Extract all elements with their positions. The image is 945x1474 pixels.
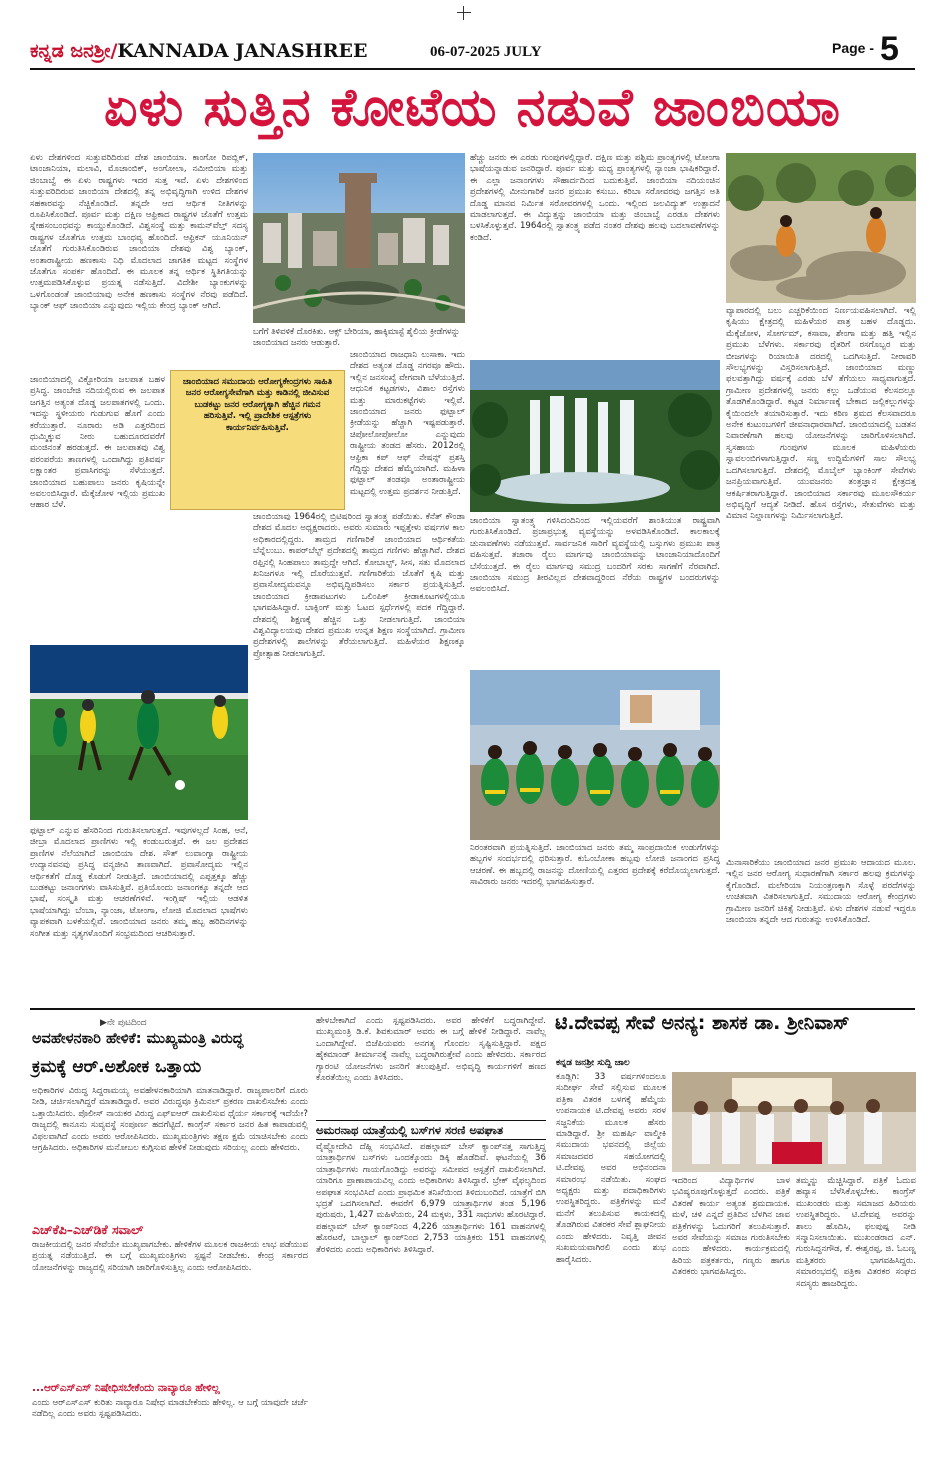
right-story-col-2: ಇದರಿಂದ ವಿದ್ಯಾರ್ಥಿಗಳ ಬಾಳ ಭವಿಷ್ಯರೂಪುಗೊಳ್ಳುತ್ತದೆ ಎಂದರು. ಪತ್ರಿಕೆ ವಿತರಣೆ ಕಾರ್ಯ ಅತ್ಯಂತ ಶ್ರಮದಾಯಕ. ಮಳೆ, ಚಳಿ ಎನ್ನದೆ ಪ್ರತಿದಿನ ಬೆಳಗಿನ ಜಾವ ಪತ್ರಿಕೆಗಳನ್ನು ಓದುಗರಿಗೆ ತಲುಪಿಸುತ್ತಾರೆ. ಅವರ ಸೇವೆಯನ್ನು ಸಮಾಜ ಗುರುತಿಸಬೇಕು ಎಂದು ಹೇಳಿದರು. ಕಾರ್ಯಕ್ರಮದಲ್ಲಿ ಹಿರಿಯ ಪತ್ರಕರ್ತರು, ಗಣ್ಯರು ಹಾಗೂ ವಿತರಕರು ಭಾಗವಹಿಸಿದ್ದರು.: [672, 1176, 790, 1278]
crop-mark: [457, 6, 471, 20]
waterfall-photo-image: [470, 360, 720, 512]
city-photo-image: [253, 153, 465, 323]
event-photo-image: [672, 1072, 916, 1172]
waterfall-photo: [470, 360, 720, 512]
football-photo: [30, 645, 248, 820]
lead-column-4b: ಮಿನಾಸಾರಿಕೆಯು ಜಾಂಬಿಯಾದ ಜನರ ಪ್ರಮುಖ ಆದಾಯದ ಮೂಲ. ಇಲ್ಲಿನ ಜನರ ಆರೋಗ್ಯ ಸುಧಾರಣೆಗಾಗಿ ಸರ್ಕಾರ ಹಲವು ಕ್ರಮಗಳನ್ನು ಕೈಗೊಂಡಿದೆ. ಮಲೇರಿಯಾ ನಿಯಂತ್ರಣಕ್ಕಾಗಿ ಸೊಳ್ಳೆ ಪರದೆಗಳನ್ನು ಉಚಿತವಾಗಿ ವಿತರಿಸಲಾಗುತ್ತಿದೆ. ಸಮುದಾಯ ಆರೋಗ್ಯ ಕೇಂದ್ರಗಳು ಗ್ರಾಮೀಣ ಜನರಿಗೆ ಚಿಕಿತ್ಸೆ ನೀಡುತ್ತಿವೆ. ಏಳು ದೇಶಗಳ ನಡುವೆ ಇದ್ದರೂ ಜಾಂಬಿಯಾ ತನ್ನದೇ ಆದ ಗುರುತನ್ನು ಉಳಿಸಿಕೊಂಡಿದೆ.: [726, 858, 916, 926]
section-divider: [30, 1008, 915, 1010]
page-number: 5: [880, 30, 899, 68]
left-story-headline-1: ಅವಹೇಳನಕಾರಿ ಹೇಳಿಕೆ: ಮುಖ್ಯಮಂತ್ರಿ ವಿರುದ್ಧ: [32, 1031, 244, 1047]
masthead-english: KANNADA JANASHREE: [117, 40, 368, 62]
lead-column-3b: ಜಾಂಬಿಯಾ ಸ್ವಾತಂತ್ರ್ಯ ಗಳಿಸಿದಂದಿನಿಂದ ಇಲ್ಲಿಯವರೆಗೆ ಶಾಂತಿಯುತ ರಾಷ್ಟ್ರವಾಗಿ ಗುರುತಿಸಿಕೊಂಡಿದೆ. ಪ್ರಜಾಪ್ರಭುತ್ವ ವ್ಯವಸ್ಥೆಯನ್ನು ಅಳವಡಿಸಿಕೊಂಡಿದೆ. ಕಾಲಕಾಲಕ್ಕೆ ಚುನಾವಣೆಗಳು ನಡೆಯುತ್ತವೆ. ಸಾರ್ವಜನಿಕ ಸಾರಿಗೆ ವ್ಯವಸ್ಥೆಯಲ್ಲಿ ಬಸ್ಸುಗಳು ಪ್ರಮುಖ ಪಾತ್ರ ವಹಿಸುತ್ತವೆ. ತಜಾರಾ ರೈಲು ಮಾರ್ಗವು ಜಾಂಬಿಯಾವನ್ನು ಟಾಂಜಾನಿಯಾದೊಂದಿಗೆ ಬೆಸೆಯುತ್ತದೆ. ಈ ರೈಲು ಮಾರ್ಗವು ಸಮುದ್ರ ಬಂದರಿಗೆ ಸರಕು ಸಾಗಣೆಗೆ ನೆರವಾಗಿದೆ. ಜಾಂಬಿಯಾ ಸಮುದ್ರ ತೀರವಿಲ್ಲದ ದೇಶವಾದ್ದರಿಂದ ನೆರೆಯ ರಾಷ್ಟ್ರಗಳ ಬಂದರುಗಳನ್ನು ಅವಲಂಬಿಸಿದೆ.: [470, 516, 720, 595]
lead-column-2b: ಜಾಂಬಿಯಾವು 1964ರಲ್ಲಿ ಬ್ರಿಟಿಷರಿಂದ ಸ್ವಾತಂತ್ರ್ಯ ಪಡೆಯಿತು. ಕೆನೆತ್ ಕೌಂಡಾ ದೇಶದ ಮೊದಲ ಅಧ್ಯಕ್ಷರಾದರು. ಅವರು ಸುಮಾರು ಇಪ್ಪತ್ತೇಳು ವರ್ಷಗಳ ಕಾಲ ಅಧಿಕಾರದಲ್ಲಿದ್ದರು. ತಾಮ್ರದ ಗಣಿಗಾರಿಕೆ ಜಾಂಬಿಯಾದ ಆರ್ಥಿಕತೆಯ ಬೆನ್ನೆಲುಬು. ಕಾಪರ್‌ಬೆಲ್ಟ್ ಪ್ರದೇಶದಲ್ಲಿ ತಾಮ್ರದ ಗಣಿಗಳು ಹೆಚ್ಚಾಗಿವೆ. ದೇಶದ ರಫ್ತಿನಲ್ಲಿ ಸಿಂಹಪಾಲು ತಾಮ್ರದ್ದೇ ಆಗಿದೆ. ಕೋಬಾಲ್ಟ್, ಸೀಸ, ಸತು ಮೊದಲಾದ ಖನಿಜಗಳೂ ಇಲ್ಲಿ ದೊರೆಯುತ್ತವೆ. ಗಣಿಗಾರಿಕೆಯ ಜೊತೆಗೆ ಕೃಷಿ ಮತ್ತು ಪ್ರವಾಸೋದ್ಯಮವನ್ನೂ ಅಭಿವೃದ್ಧಿಪಡಿಸಲು ಸರ್ಕಾರ ಪ್ರಯತ್ನಿಸುತ್ತಿದೆ. ಜಾಂಬಿಯಾದ ಕ್ರೀಡಾಪಟುಗಳು ಒಲಿಂಪಿಕ್ ಕ್ರೀಡಾಕೂಟಗಳಲ್ಲಿಯೂ ಭಾಗವಹಿಸಿದ್ದಾರೆ. ಬಾಕ್ಸಿಂಗ್ ಮತ್ತು ಓಟದ ಸ್ಪರ್ಧೆಗಳಲ್ಲಿ ಪದಕ ಗೆದ್ದಿದ್ದಾರೆ. ದೇಶದಲ್ಲಿ ಶಿಕ್ಷಣಕ್ಕೆ ಹೆಚ್ಚಿನ ಒತ್ತು ನೀಡಲಾಗುತ್ತಿದೆ. ಜಾಂಬಿಯಾ ವಿಶ್ವವಿದ್ಯಾಲಯವು ದೇಶದ ಪ್ರಮುಖ ಉನ್ನತ ಶಿಕ್ಷಣ ಸಂಸ್ಥೆಯಾಗಿದೆ. ಗ್ರಾಮೀಣ ಪ್ರದೇಶಗಳಲ್ಲಿ ಶಾಲೆಗಳನ್ನು ತೆರೆಯಲಾಗುತ್ತಿದೆ. ಮಹಿಳೆಯರ ಶಿಕ್ಷಣಕ್ಕೂ ಪ್ರೋತ್ಸಾಹ ನೀಡಲಾಗುತ್ತಿದೆ.: [253, 512, 465, 659]
middle-story-body-1: ಹೇಳಬೇಕಾಗಿದೆ ಎಂದು ಸ್ಪಷ್ಟಪಡಿಸಿದರು. ಅವರ ಹೇಳಿಕೆಗೆ ಬದ್ಧರಾಗಿದ್ದೇವೆ. ಮುಖ್ಯಮಂತ್ರಿ ಡಿ.ಕೆ. ಶಿವಕುಮಾರ್ ಅವರು ಈ ಬಗ್ಗೆ ಹೇಳಿಕೆ ನೀಡಿದ್ದಾರೆ. ನಾವೆಲ್ಲ ಒಂದಾಗಿದ್ದೇವೆ. ಬಿಜೆಪಿಯವರು ಅನಗತ್ಯ ಗೊಂದಲ ಸೃಷ್ಟಿಸುತ್ತಿದ್ದಾರೆ. ಪಕ್ಷದ ಹೈಕಮಾಂಡ್ ತೀರ್ಮಾನಕ್ಕೆ ನಾವೆಲ್ಲ ಬದ್ಧರಾಗಿರುತ್ತೇವೆ ಎಂದು ಹೇಳಿದರು. ಸರ್ಕಾರದ ಗ್ಯಾರಂಟಿ ಯೋಜನೆಗಳು ಜನರಿಗೆ ತಲುಪುತ್ತಿವೆ. ಅಭಿವೃದ್ಧಿ ಕಾರ್ಯಗಳಿಗೆ ಹಣದ ಕೊರತೆಯಿಲ್ಲ ಎಂದು ತಿಳಿಸಿದರು.: [316, 1016, 546, 1084]
middle-story-headline: ಅಮರನಾಥ ಯಾತ್ರೆಯಲ್ಲಿ ಬಸ್‌ಗಳ ಸರಣಿ ಅಪಘಾತ: [316, 1120, 546, 1140]
right-story-col-3: ತಮ್ಮನ್ನು ಮೆಚ್ಚಿಸಿದ್ದಾರೆ. ಪತ್ರಿಕೆ ಓದುವ ಹವ್ಯಾಸ ಬೆಳೆಸಿಕೊಳ್ಳಬೇಕು. ಕಾಂಗ್ರೆಸ್ ಮುಖಂಡರು ಮತ್ತು ಸಮಾಜದ ಹಿರಿಯರು ಉಪಸ್ಥಿತರಿದ್ದರು. ಟಿ.ದೇವಪ್ಪ ಅವರನ್ನು ಶಾಲು ಹೊದಿಸಿ, ಫಲಪುಷ್ಪ ನೀಡಿ ಸನ್ಮಾನಿಸಲಾಯಿತು. ಮುಖಂಡರಾದ ಎನ್. ಗುರುಸಿದ್ದನಗೌಡ, ಕೆ. ಈಶ್ವರಪ್ಪ, ಜಿ. ಓಬಣ್ಣ ಮತ್ತಿತರರು ಭಾಗವಹಿಸಿದ್ದರು. ಸಮಾರಂಭದಲ್ಲಿ ಪತ್ರಿಕಾ ವಿತರಕರ ಸಂಘದ ಸದಸ್ಯರು ಹಾಜರಿದ್ದರು.: [796, 1176, 916, 1289]
masthead-kannada: ಕನ್ನಡ ಜನಶ್ರೀ: [30, 40, 111, 62]
left-story-body-3: ಎಂದು ಆರ್‌ಎಸ್‌ಎಸ್ ಕುರಿತು ನಾವ್ಯಾರೂ ನಿಷೇಧ ಮಾಡಬೇಕೆಂದು ಹೇಳಿಲ್ಲ. ಆ ಬಗ್ಗೆ ಯಾವುದೇ ಚರ್ಚೆ ನಡೆದಿಲ್ಲ ಎಂದು ಅವರು ಸ್ಪಷ್ಟಪಡಿಸಿದರು.: [32, 1398, 308, 1420]
masthead-separator: /: [110, 40, 118, 62]
left-story-body-2: ರಾಜಕೀಯದಲ್ಲಿ ಜನರ ಸೇವೆಯೇ ಮುಖ್ಯವಾಗಬೇಕು. ಹೇಳಿಕೆಗಳ ಮೂಲಕ ರಾಜಕೀಯ ಲಾಭ ಪಡೆಯುವ ಪ್ರಯತ್ನ ನಡೆಯುತ್ತಿದೆ. ಈ ಬಗ್ಗೆ ಮುಖ್ಯಮಂತ್ರಿಗಳು ಸ್ಪಷ್ಟನೆ ನೀಡಬೇಕು. ಕೇಂದ್ರ ಸರ್ಕಾರದ ಯೋಜನೆಗಳನ್ನು ರಾಜ್ಯದಲ್ಲಿ ಸರಿಯಾಗಿ ಜಾರಿಗೊಳಿಸುತ್ತಿಲ್ಲ ಎಂದು ಆರೋಪಿಸಿದರು.: [32, 1240, 308, 1273]
dancers-photo-image: [470, 670, 720, 840]
workers-photo: [726, 153, 916, 303]
dancers-photo: [470, 670, 720, 840]
right-story-col-1: ಕೂಡ್ಲಿಗಿ: 33 ವರ್ಷಗಳಿಂದಲೂ ಸುದೀರ್ಘ ಸೇವೆ ಸಲ್ಲಿಸುವ ಮೂಲಕ ಪತ್ರಿಕಾ ವಿತರಕ ಬಳಗಕ್ಕೆ ಹೆಮ್ಮೆಯ ಉಪನಾಯಕ ಟಿ.ದೇವಪ್ಪ ಅವರು ಸರಳ ಸಜ್ಜನಿಕೆಯ ಮೂಲಕ ಹೆಸರು ಮಾಡಿದ್ದಾರೆ. ಶ್ರೀ ಮಹರ್ಷಿ ವಾಲ್ಮೀಕಿ ಸಮುದಾಯ ಭವನದಲ್ಲಿ ಜಿಲ್ಲೆಯ ಸಮಾಜದವರ ಸಹಯೋಗದಲ್ಲಿ ಟಿ.ದೇವಪ್ಪ ಅವರ ಅಭಿನಂದನಾ ಸಮಾರಂಭ ನಡೆಯಿತು. ಸಂಘದ ಅಧ್ಯಕ್ಷರು ಮತ್ತು ಪದಾಧಿಕಾರಿಗಳು ಉಪಸ್ಥಿತರಿದ್ದರು. ಪತ್ರಿಕೆಗಳನ್ನು ಮನೆ ಮನೆಗೆ ತಲುಪಿಸುವ ಕಾಯಕದಲ್ಲಿ ತೊಡಗಿರುವ ವಿತರಕರ ಸೇವೆ ಶ್ಲಾಘನೀಯ ಎಂದು ಹೇಳಿದರು. ನಿವೃತ್ತಿ ಜೀವನ ಸುಖಮಯವಾಗಿರಲಿ ಎಂದು ಶುಭ ಹಾರೈಸಿದರು.: [556, 1072, 666, 1265]
masthead-rule: [30, 68, 915, 70]
lead-column-1a: ಏಳು ದೇಶಗಳಿಂದ ಸುತ್ತುವರಿದಿರುವ ದೇಶ ಜಾಂಬಿಯಾ. ಕಾಂಗೋ ರಿಪಬ್ಲಿಕ್, ಟಾಂಜಾನಿಯಾ, ಮಲಾವಿ, ಮೊಜಾಂಬಿಕ್, ಅಂಗೋಲಾ, ನಮೀಬಿಯಾ ಮತ್ತು ಜಿಂಬಾಬ್ವೆ ಈ ಏಳು ರಾಷ್ಟ್ರಗಳು ಇದರ ಸುತ್ತ ಇವೆ. ಏಳು ದೇಶಗಳಿಂದ ಸುತ್ತುವರಿದಿರುವ ಜಾಂಬಿಯಾ ದೇಶದಲ್ಲಿ ತನ್ನ ಅಭಿವೃದ್ಧಿಗಾಗಿ ಉಳಿದ ದೇಶಗಳ ಸಹಕಾರವನ್ನು ನೆಚ್ಚಿಕೊಂಡಿದೆ. ತನ್ನದೇ ಆದ ಆರ್ಥಿಕ ನೀತಿಗಳನ್ನು ರೂಪಿಸಿಕೊಂಡಿದೆ. ಪೂರ್ವ ಮತ್ತು ದಕ್ಷಿಣ ಆಫ್ರಿಕಾದ ರಾಷ್ಟ್ರಗಳ ಜೊತೆಗೆ ಉತ್ತಮ ಸ್ನೇಹಸಂಬಂಧವನ್ನು ಕಾಯ್ದುಕೊಂಡಿದೆ. ವಿಶ್ವಸಂಸ್ಥೆ ಮತ್ತು ಕಾಮನ್‌ವೆಲ್ತ್ ಸದಸ್ಯ ರಾಷ್ಟ್ರಗಳ ಜೊತೆಗೂ ಉತ್ತಮ ಬಾಂಧವ್ಯ ಹೊಂದಿದೆ. ಆಫ್ರಿಕನ್ ಯೂನಿಯನ್ ಜೊತೆಗೆ ಗುರುತಿಸಿಕೊಂಡಿರುವ ಜಾಂಬಿಯಾ ದೇಶವು ವಿಶ್ವ ಬ್ಯಾಂಕ್, ಅಂತಾರಾಷ್ಟ್ರೀಯ ಹಣಕಾಸು ನಿಧಿ ಮೊದಲಾದ ಜಾಗತಿಕ ಮಟ್ಟದ ಸಂಸ್ಥೆಗಳ ಜೊತೆಗೂ ಸಂಪರ್ಕ ಹೊಂದಿದೆ. ಈ ಮೂಲಕ ತನ್ನ ಆರ್ಥಿಕ ಸ್ಥಿತಿಗತಿಯನ್ನು ಉತ್ತಮಪಡಿಸಿಕೊಳ್ಳುವ ಪ್ರಯತ್ನ ನಡೆಸುತ್ತಿದೆ. ವಿದೇಶೀ ಬ್ಯಾಂಕುಗಳನ್ನು ಒಳಗೊಂಡಂತೆ ಜಾಂಬಿಯಾವು ಅನೇಕ ಹಣಕಾಸು ಸಂಸ್ಥೆಗಳ ನೆರವು ಪಡೆದಿದೆ. ಬ್ಯಾಂಕ್ ಆಫ್ ಜಾಂಬಿಯಾ ಎನ್ನುವುದು ಇಲ್ಲಿಯ ಕೇಂದ್ರ ಬ್ಯಾಂಕ್ ಆಗಿದೆ.: [30, 153, 248, 312]
masthead: [30, 40, 367, 64]
lead-column-4a: ವ್ಯಾಪಾರದಲ್ಲಿ ಬಲು ಎಚ್ಚರಿಕೆಯಿಂದ ನಿರ್ಣಯವಹಿಸಲಾಗಿದೆ. ಇಲ್ಲಿ ಕೃಷಿಯು ಕ್ಷೇತ್ರದಲ್ಲಿ ಮಹಿಳೆಯರ ಪಾತ್ರ ಬಹಳ ದೊಡ್ಡದು. ಮೆಕ್ಕೆಜೋಳ, ಸೋರ್ಗಮ್, ಕಸಾವಾ, ಶೇಂಗಾ ಮತ್ತು ಹತ್ತಿ ಇಲ್ಲಿನ ಪ್ರಮುಖ ಬೆಳೆಗಳು. ಸರ್ಕಾರವು ರೈತರಿಗೆ ರಸಗೊಬ್ಬರ ಮತ್ತು ಬೀಜಗಳನ್ನು ರಿಯಾಯಿತಿ ದರದಲ್ಲಿ ಒದಗಿಸುತ್ತಿದೆ. ನೀರಾವರಿ ಸೌಲಭ್ಯಗಳನ್ನು ವಿಸ್ತರಿಸಲಾಗುತ್ತಿದೆ. ಜಾಂಬಿಯಾದ ಮಣ್ಣು ಫಲವತ್ತಾಗಿದ್ದು ವರ್ಷಕ್ಕೆ ಎರಡು ಬೆಳೆ ತೆಗೆಯಲು ಸಾಧ್ಯವಾಗುತ್ತದೆ. ಗ್ರಾಮೀಣ ಪ್ರದೇಶಗಳಲ್ಲಿ ಜನರು ಕಲ್ಲು ಒಡೆಯುವ ಕೆಲಸದಲ್ಲೂ ತೊಡಗಿಕೊಂಡಿದ್ದಾರೆ. ಕಟ್ಟಡ ನಿರ್ಮಾಣಕ್ಕೆ ಬೇಕಾದ ಜಲ್ಲಿಕಲ್ಲುಗಳನ್ನು ಕೈಯಿಂದಲೇ ತಯಾರಿಸುತ್ತಾರೆ. ಇದು ಕಠಿಣ ಶ್ರಮದ ಕೆಲಸವಾದರೂ ಅನೇಕ ಕುಟುಂಬಗಳಿಗೆ ಜೀವನಾಧಾರವಾಗಿದೆ. ಜಾಂಬಿಯಾದಲ್ಲಿ ಬಡತನ ನಿವಾರಣೆಗಾಗಿ ಹಲವು ಯೋಜನೆಗಳನ್ನು ಜಾರಿಗೊಳಿಸಲಾಗಿದೆ. ಸ್ವಸಹಾಯ ಗುಂಪುಗಳ ಮೂಲಕ ಮಹಿಳೆಯರು ಸ್ವಾವಲಂಬಿಗಳಾಗುತ್ತಿದ್ದಾರೆ. ಸಣ್ಣ ಉದ್ದಿಮೆಗಳಿಗೆ ಸಾಲ ಸೌಲಭ್ಯ ಒದಗಿಸಲಾಗುತ್ತಿದೆ. ದೇಶದಲ್ಲಿ ಮೊಬೈಲ್ ಬ್ಯಾಂಕಿಂಗ್ ಸೇವೆಗಳು ಜನಪ್ರಿಯವಾಗುತ್ತಿವೆ. ಯುವಜನರು ತಂತ್ರಜ್ಞಾನ ಕ್ಷೇತ್ರದತ್ತ ಆಕರ್ಷಿತರಾಗುತ್ತಿದ್ದಾರೆ. ಜಾಂಬಿಯಾದ ಸರ್ಕಾರವು ಮೂಲಸೌಕರ್ಯ ಅಭಿವೃದ್ಧಿಗೆ ಆದ್ಯತೆ ನೀಡಿದೆ. ಹೊಸ ರಸ್ತೆಗಳು, ಸೇತುವೆಗಳು ಮತ್ತು ವಿಮಾನ ನಿಲ್ದಾಣಗಳನ್ನು ನಿರ್ಮಿಸಲಾಗುತ್ತಿದೆ.: [726, 306, 916, 522]
left-story-subhead-1: ಎಚ್‌ಕೆಪಿ–ಎಚ್‌ಡಿಕೆ ಸವಾಲ್: [32, 1222, 144, 1237]
lead-headline: ಏಳು ಸುತ್ತಿನ ಕೋಟೆಯ ನಡುವೆ ಜಾಂಬಿಯಾ: [104, 77, 841, 138]
lead-column-3a: ಹೆಚ್ಚು ಜನರು ಈ ಎರಡು ಗುಂಪುಗಳಲ್ಲಿದ್ದಾರೆ. ದಕ್ಷಿಣ ಮತ್ತು ಪಶ್ಚಿಮ ಪ್ರಾಂತ್ಯಗಳಲ್ಲಿ ಟೋಂಗಾ ಭಾಷೆಯನ್ನಾಡುವ ಜನರಿದ್ದಾರೆ. ಪೂರ್ವ ಮತ್ತು ಮಧ್ಯ ಪ್ರಾಂತ್ಯಗಳಲ್ಲಿ ನ್ಯಾಂಜಾ ಭಾಷಿಕರಿದ್ದಾರೆ. ಈ ಎಲ್ಲಾ ಜನಾಂಗಗಳು ಸೌಹಾರ್ದದಿಂದ ಬದುಕುತ್ತಿವೆ. ಜಾಂಬಿಯಾ ನದಿಯಂಚಿನ ಪ್ರದೇಶಗಳಲ್ಲಿ ಮೀನುಗಾರಿಕೆ ಜನರ ಪ್ರಮುಖ ಕಸುಬು. ಕರಿಬಾ ಸರೋವರವು ಜಗತ್ತಿನ ಅತಿ ದೊಡ್ಡ ಮಾನವ ನಿರ್ಮಿತ ಸರೋವರಗಳಲ್ಲಿ ಒಂದು. ಇಲ್ಲಿಂದ ಜಲವಿದ್ಯುತ್ ಉತ್ಪಾದನೆ ಮಾಡಲಾಗುತ್ತದೆ. ಈ ವಿದ್ಯುತ್ತನ್ನು ಜಾಂಬಿಯಾ ಮತ್ತು ಜಿಂಬಾಬ್ವೆ ಎರಡೂ ದೇಶಗಳು ಬಳಸಿಕೊಳ್ಳುತ್ತವೆ. 1964ರಲ್ಲಿ ಸ್ವಾತಂತ್ರ್ಯ ಪಡೆದ ನಂತರ ದೇಶವು ಹಲವು ಬದಲಾವಣೆಗಳನ್ನು ಕಂಡಿದೆ.: [470, 153, 720, 243]
page-label: Page -: [832, 40, 875, 56]
pull-quote: ಜಾಂಬಿಯಾದ ಸಮುದಾಯ ಆರೋಗ್ಯಕೇಂದ್ರಗಳು ಸಾಹಿತಿ ಜನರ ಆರೋಗ್ಯಸೇವೆಗಾಗಿ ಮತ್ತು ಕಾಡಿನಲ್ಲಿ ಜೀವಿಸುವ ಬುಡಕಟ್ಟು ಜನರ ಆರೋಗ್ಯಕ್ಕಾಗಿ ಹೆಚ್ಚಿನ ಗಮನ ಹರಿಸುತ್ತಿವೆ. ಇಲ್ಲಿ ಪ್ರಾದೇಶಿಕ ಆಸ್ಪತ್ರೆಗಳು ಕಾರ್ಯನಿರ್ವಹಿಸುತ್ತಿವೆ.: [170, 370, 345, 510]
middle-story-body-2: ವೈಷ್ಣೋದೇವಿ ದೆಹ್ಲಿ ಸಂಭವಿಸಿದೆ. ಪಹಲ್ಗಾಮ್ ಬೇಸ್ ಕ್ಯಾಂಪ್‌ನತ್ತ ಸಾಗುತ್ತಿದ್ದ ಯಾತ್ರಾರ್ಥಿಗಳ ಬಸ್‌ಗಳು ಒಂದಕ್ಕೊಂದು ಡಿಕ್ಕಿ ಹೊಡೆದಿವೆ. ಘಟನೆಯಲ್ಲಿ 36 ಯಾತ್ರಾರ್ಥಿಗಳು ಗಾಯಗೊಂಡಿದ್ದು ಅವರನ್ನು ಸಮೀಪದ ಆಸ್ಪತ್ರೆಗೆ ದಾಖಲಿಸಲಾಗಿದೆ. ಯಾರಿಗೂ ಪ್ರಾಣಾಪಾಯವಿಲ್ಲ ಎಂದು ಅಧಿಕಾರಿಗಳು ತಿಳಿಸಿದ್ದಾರೆ. ಬ್ರೇಕ್ ವೈಫಲ್ಯದಿಂದ ಅಪಘಾತ ಸಂಭವಿಸಿದೆ ಎಂದು ಪ್ರಾಥಮಿಕ ತನಿಖೆಯಿಂದ ತಿಳಿದುಬಂದಿದೆ. ಯಾತ್ರೆಗೆ ಬಿಗಿ ಭದ್ರತೆ ಒದಗಿಸಲಾಗಿದೆ. ಈವರೆಗೆ 6,979 ಯಾತ್ರಾರ್ಥಿಗಳ ತಂಡ 5,196 ಪುರುಷರು, 1,427 ಮಹಿಳೆಯರು, 24 ಮಕ್ಕಳು, 331 ಸಾಧುಗಳು ಹೊರಟಿದ್ದಾರೆ. ಪಹಲ್ಗಾಮ್ ಬೇಸ್ ಕ್ಯಾಂಪ್‌ನಿಂದ 4,226 ಯಾತ್ರಾರ್ಥಿಗಳು 161 ವಾಹನಗಳಲ್ಲಿ ಹೊರಟರೆ, ಬಾಲ್ಟಾಲ್ ಕ್ಯಾಂಪ್‌ನಿಂದ 2,753 ಯಾತ್ರಿಕರು 151 ವಾಹನಗಳಲ್ಲಿ ತೆರಳಿದರು ಎಂದು ಅಧಿಕಾರಿಗಳು ತಿಳಿಸಿದ್ದಾರೆ.: [316, 1142, 546, 1255]
city-photo: [253, 153, 465, 323]
right-story-headline: ಟಿ.ದೇವಪ್ಪ ಸೇವೆ ಅನನ್ಯ: ಶಾಸಕ ಡಾ. ಶ್ರೀನಿವಾಸ್: [555, 1012, 850, 1034]
left-story-headline-2: ಕ್ರಮಕ್ಕೆ ಆರ್.ಅಶೋಕ ಒತ್ತಾಯ: [32, 1057, 202, 1077]
left-story-subhead-2: ...ಆರ್‌ಎಸ್‌ಎಸ್ ನಿಷೇಧಿಸಬೇಕೆಂದು ನಾವ್ಯಾರೂ ಹೇಳಿಲ್ಲ: [32, 1382, 220, 1394]
lead-column-1b: ಜಾಂಬಿಯಾದಲ್ಲಿ ವಿಕ್ಟೋರಿಯಾ ಜಲಪಾತ ಬಹಳ ಪ್ರಸಿದ್ಧ. ಜಾಂಬೇಜಿ ನದಿಯಲ್ಲಿರುವ ಈ ಜಲಪಾತ ಜಗತ್ತಿನ ಅತ್ಯಂತ ದೊಡ್ಡ ಜಲಪಾತಗಳಲ್ಲಿ ಒಂದು. ಇದನ್ನು ಸ್ಥಳೀಯರು ಗುಡುಗುವ ಹೊಗೆ ಎಂದು ಕರೆಯುತ್ತಾರೆ. ನೂರಾರು ಅಡಿ ಎತ್ತರದಿಂದ ಧುಮ್ಮಿಕ್ಕುವ ನೀರು ಬಹುದೂರದವರೆಗೆ ಮಂಜಿನಂತೆ ಹರಡುತ್ತದೆ. ಈ ಜಲಪಾತವು ವಿಶ್ವ ಪರಂಪರೆಯ ತಾಣಗಳಲ್ಲಿ ಒಂದಾಗಿದ್ದು ಪ್ರತಿವರ್ಷ ಲಕ್ಷಾಂತರ ಪ್ರವಾಸಿಗರನ್ನು ಸೆಳೆಯುತ್ತದೆ. ಜಾಂಬಿಯಾದ ಬಹುಪಾಲು ಜನರು ಕೃಷಿಯನ್ನೇ ಅವಲಂಬಿಸಿದ್ದಾರೆ. ಮೆಕ್ಕೆಜೋಳ ಇಲ್ಲಿಯ ಪ್ರಮುಖ ಆಹಾರ ಬೆಳೆ.: [30, 375, 165, 511]
right-story-byline: ಕನ್ನಡ ಜನಶ್ರೀ ಸುದ್ದಿ ಜಾಲ: [556, 1058, 630, 1068]
lead-column-1c: ಫುಟ್ಬಾಲ್ ಎನ್ನುವ ಹೆಸರಿನಿಂದ ಗುರುತಿಸಲಾಗುತ್ತದೆ. ಇವುಗಳಲ್ಲದೆ ಸಿಂಹ, ಆನೆ, ಜೀಬ್ರಾ ಮೊದಲಾದ ಪ್ರಾಣಿಗಳು ಇಲ್ಲಿ ಕಂಡುಬರುತ್ತವೆ. ಈ ಜಲ ಪ್ರದೇಶದ ಪ್ರಾಣಿಗಳ ನೆಲೆಯಾಗಿದೆ ಜಾಂಬಿಯಾ ದೇಶ. ಸೌತ್ ಲುವಾಂಗ್ವಾ ರಾಷ್ಟ್ರೀಯ ಉದ್ಯಾನವನವು ಪ್ರಸಿದ್ಧ ವನ್ಯಜೀವಿ ತಾಣವಾಗಿದೆ. ಪ್ರವಾಸೋದ್ಯಮ ಇಲ್ಲಿನ ಆರ್ಥಿಕತೆಗೆ ದೊಡ್ಡ ಕೊಡುಗೆ ನೀಡುತ್ತಿದೆ. ಜಾಂಬಿಯಾದಲ್ಲಿ ಎಪ್ಪತ್ತಕ್ಕೂ ಹೆಚ್ಚು ಬುಡಕಟ್ಟು ಜನಾಂಗಗಳು ವಾಸಿಸುತ್ತಿವೆ. ಪ್ರತಿಯೊಂದು ಜನಾಂಗಕ್ಕೂ ತನ್ನದೇ ಆದ ಭಾಷೆ, ಸಂಸ್ಕೃತಿ ಮತ್ತು ಆಚರಣೆಗಳಿವೆ. ಇಂಗ್ಲಿಷ್ ಇಲ್ಲಿಯ ಆಡಳಿತ ಭಾಷೆಯಾಗಿದ್ದು ಬೆಂಬಾ, ನ್ಯಾಂಜಾ, ಟೋಂಗಾ, ಲೋಜಿ ಮೊದಲಾದ ಭಾಷೆಗಳು ವ್ಯಾಪಕವಾಗಿ ಬಳಕೆಯಲ್ಲಿವೆ. ಜಾಂಬಿಯಾದ ಜನರು ತಮ್ಮ ಹಬ್ಬ ಹರಿದಿನಗಳನ್ನು ಸಂಗೀತ ಮತ್ತು ನೃತ್ಯಗಳೊಂದಿಗೆ ಸಂಭ್ರಮದಿಂದ ಆಚರಿಸುತ್ತಾರೆ.: [30, 826, 248, 939]
left-story-body-1: ಅಧಿಕಾರಿಗಳ ವಿರುದ್ಧ ಸಿದ್ದರಾಮಯ್ಯ ಅವಹೇಳನಕಾರಿಯಾಗಿ ಮಾತನಾಡಿದ್ದಾರೆ. ರಾಜ್ಯಪಾಲರಿಗೆ ದೂರು ನೀಡಿ, ಚರ್ಚಿಸಲಾಗಿದ್ದರೆ ಮಾತಾಡಿದ್ದಾರೆ. ಅವರ ವಿರುದ್ಧವೂ ಕ್ರಿಮಿನಲ್ ಪ್ರಕರಣ ದಾಖಲಿಸಬೇಕು ಎಂದು ಒತ್ತಾಯಿಸಿದರು. ಪೊಲೀಸ್ ನಾಯಕರ ವಿರುದ್ಧ ಎಫ್‌ಐಆರ್ ದಾಖಲಿಸುವ ಧೈರ್ಯ ಸರ್ಕಾರಕ್ಕೆ ಇದೆಯೇ? ರಾಜ್ಯದಲ್ಲಿ ಕಾನೂನು ಸುವ್ಯವಸ್ಥೆ ಸಂಪೂರ್ಣ ಹದಗೆಟ್ಟಿದೆ. ಕಾಂಗ್ರೆಸ್ ಸರ್ಕಾರ ಜನರ ಹಿತ ಕಾಪಾಡುವಲ್ಲಿ ವಿಫಲವಾಗಿದೆ ಎಂದು ಅವರು ಆರೋಪಿಸಿದರು. ಮುಖ್ಯಮಂತ್ರಿಗಳು ತಕ್ಷಣ ಕ್ಷಮೆ ಯಾಚಿಸಬೇಕು ಎಂದು ಆಗ್ರಹಿಸಿದರು. ಅಧಿಕಾರಿಗಳ ಮನೋಬಲ ಕುಗ್ಗಿಸುವ ಹೇಳಿಕೆ ನೀಡುವುದು ಸರಿಯಲ್ಲ ಎಂದು ಹೇಳಿದರು.: [32, 1086, 308, 1154]
lead-column-2a: ಜಾಂಬಿಯಾದ ರಾಜಧಾನಿ ಲುಸಾಕಾ. ಇದು ದೇಶದ ಅತ್ಯಂತ ದೊಡ್ಡ ನಗರವೂ ಹೌದು. ಇಲ್ಲಿನ ಜನಸಂಖ್ಯೆ ವೇಗವಾಗಿ ಬೆಳೆಯುತ್ತಿದೆ. ಆಧುನಿಕ ಕಟ್ಟಡಗಳು, ವಿಶಾಲ ರಸ್ತೆಗಳು ಮತ್ತು ಮಾರುಕಟ್ಟೆಗಳು ಇಲ್ಲಿವೆ. ಜಾಂಬಿಯಾದ ಜನರು ಫುಟ್ಬಾಲ್ ಕ್ರೀಡೆಯನ್ನು ಹೆಚ್ಚಾಗಿ ಇಷ್ಟಪಡುತ್ತಾರೆ. ಚಿಪೋಲೋಪೋಲೋ ಎನ್ನುವುದು ರಾಷ್ಟ್ರೀಯ ತಂಡದ ಹೆಸರು. 2012ರಲ್ಲಿ ಆಫ್ರಿಕಾ ಕಪ್ ಆಫ್ ನೇಷನ್ಸ್ ಪ್ರಶಸ್ತಿ ಗೆದ್ದಿದ್ದು ದೇಶದ ಹೆಮ್ಮೆಯಾಗಿದೆ. ಮಹಿಳಾ ಫುಟ್ಬಾಲ್ ತಂಡವೂ ಅಂತಾರಾಷ್ಟ್ರೀಯ ಮಟ್ಟದಲ್ಲಿ ಉತ್ತಮ ಪ್ರದರ್ಶನ ನೀಡುತ್ತಿದೆ.: [350, 350, 465, 497]
lead-column-3c: ನಿರಂತರವಾಗಿ ಪ್ರಯತ್ನಿಸುತ್ತಿದೆ. ಜಾಂಬಿಯಾದ ಜನರು ತಮ್ಮ ಸಾಂಪ್ರದಾಯಿಕ ಉಡುಗೆಗಳನ್ನು ಹಬ್ಬಗಳ ಸಂದರ್ಭದಲ್ಲಿ ಧರಿಸುತ್ತಾರೆ. ಕುಓಂಬೋಕಾ ಹಬ್ಬವು ಲೋಜಿ ಜನಾಂಗದ ಪ್ರಸಿದ್ಧ ಆಚರಣೆ. ಈ ಹಬ್ಬದಲ್ಲಿ ರಾಜನನ್ನು ದೋಣಿಯಲ್ಲಿ ಎತ್ತರದ ಪ್ರದೇಶಕ್ಕೆ ಕರೆದೊಯ್ಯಲಾಗುತ್ತದೆ. ಸಾವಿರಾರು ಜನರು ಇದರಲ್ಲಿ ಭಾಗವಹಿಸುತ್ತಾರೆ.: [470, 843, 720, 888]
city-photo-caption: ಬಗೆಗೆ ತಿಳಿವಳಿಕೆ ದೊರಕಿತು. ಆಕ್ಸ್ ಬೇರಿಯಾ, ಹಾಕ್ಕಿಮಾಸ್ಟೆ ಶೈಲಿಯ ಕ್ರೀಡೆಗಳನ್ನು ಜಾಂಬಿಯಾದ ಜನರು ಆಡುತ್ತಾರೆ.: [253, 326, 460, 347]
continued-label: ▶ನೇ ಪುಟದಿಂದ: [100, 1018, 147, 1028]
event-photo: [672, 1072, 916, 1172]
football-photo-image: [30, 645, 248, 820]
issue-date: 06-07-2025 JULY: [430, 44, 542, 60]
lead-column-1b-cont: [170, 520, 248, 640]
workers-photo-image: [726, 153, 916, 303]
